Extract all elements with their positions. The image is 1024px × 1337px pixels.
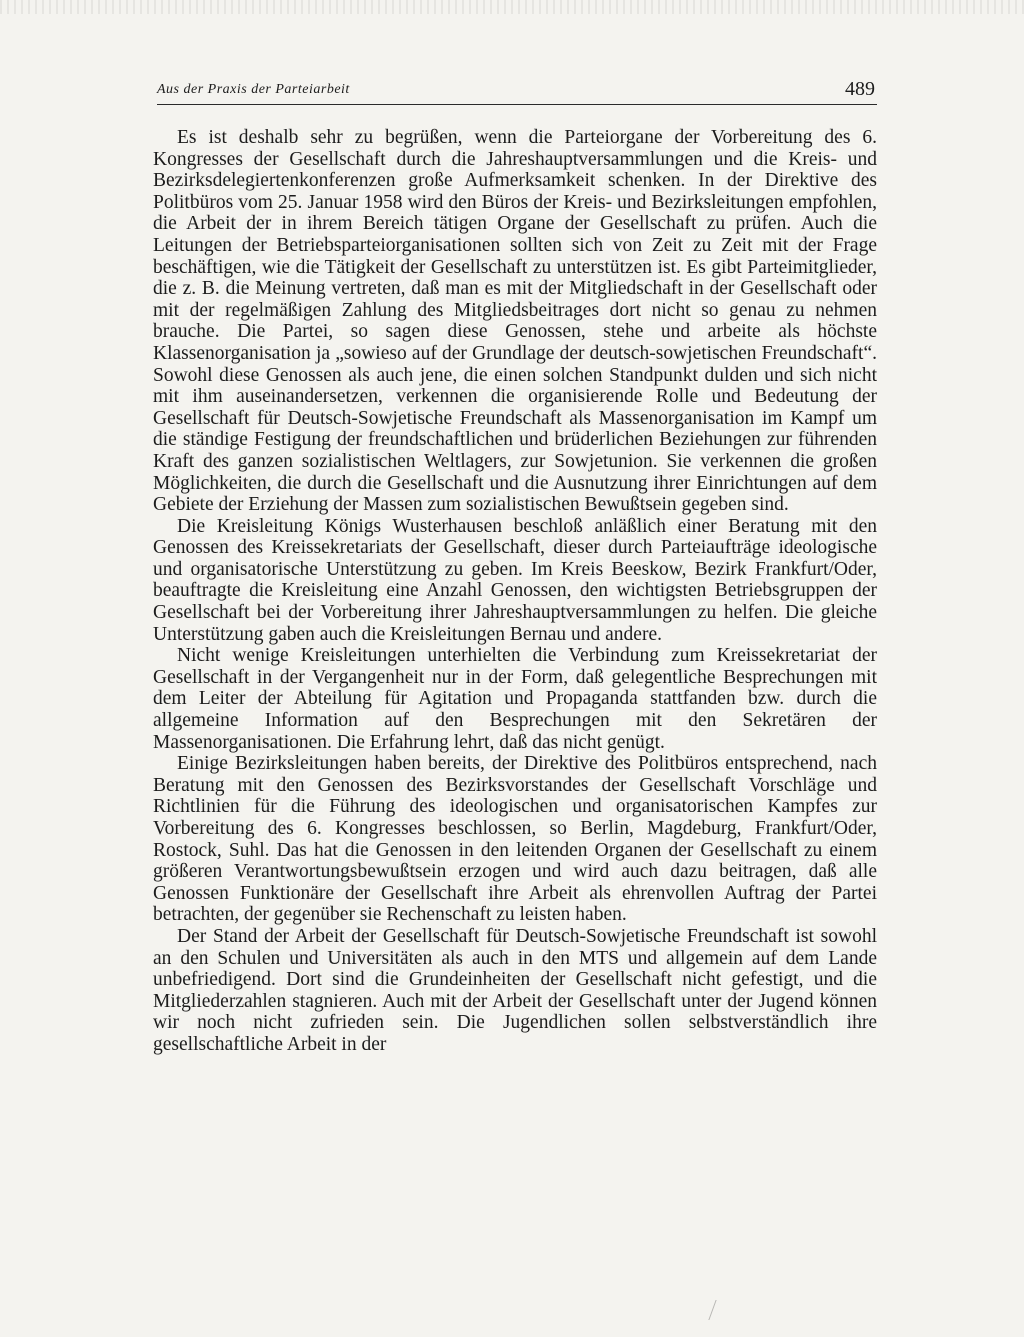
body-text	[153, 127, 877, 1056]
running-title: Aus der Praxis der Parteiarbeit	[157, 82, 350, 97]
paragraph: Nicht wenige Kreisleitungen unterhielten die Verbindung zum Kreissekretariat der Gesellschaft in der Vergangenheit nur in der Form, daß gelegentliche Besprechungen mit dem Leiter der Abteilung für Agitation und Propaganda stattfanden bzw. durch die allgemeine Information auf den Besprechungen mit den Sekretären der Massenorganisationen. Die Erfahrung lehrt, daß das nicht genügt.	[153, 645, 877, 753]
page-number: 489	[845, 78, 875, 100]
paragraph: Die Kreisleitung Königs Wusterhausen beschloß anläßlich einer Beratung mit den Genossen des Kreissekretariats der Gesellschaft, dieser durch Parteiaufträge ideologische und organisatorische Unterstützung zu geben. Im Kreis Beeskow, Bezirk Frankfurt/Oder, beauftragte die Kreisleitung eine Anzahl Genossen, den wichtigsten Betriebsgruppen der Gesellschaft bei der Vorbereitung ihrer Jahreshauptversammlungen zu helfen. Die gleiche Unterstützung gaben auch die Kreisleitungen Bernau und andere.	[153, 515, 877, 645]
paragraph: Einige Bezirksleitungen haben bereits, der Direktive des Politbüros entsprechend, nach Beratung mit den Genossen des Bezirksvorstandes der Gesellschaft Vorschläge und Richtlinien für die Führung des ideologischen und organisatorischen Kampfes zur Vorbereitung des 6. Kongresses beschlossen, so Berlin, Magdeburg, Frankfurt/Oder, Rostock, Suhl. Das hat die Genossen in den leitenden Organen der Gesellschaft zu einem größeren Verantwortungsbewußtsein erzogen und wird auch dazu beitragen, daß alle Genossen Funktionäre der Gesellschaft ihre Arbeit als ehrenvollen Auftrag der Partei betrachten, der gegenüber sie Rechenschaft zu leisten haben.	[153, 753, 877, 926]
paragraph: Der Stand der Arbeit der Gesellschaft für Deutsch-Sowjetische Freundschaft ist sowohl an den Schulen und Universitäten als auch in den MTS und allgemein auf dem Lande unbefriedigend. Dort sind die Grundeinheiten der Gesellschaft nicht gefestigt, und die Mitgliederzahlen stagnieren. Auch mit der Arbeit der Gesellschaft unter der Jugend können wir noch nicht zufrieden sein. Die Jugendlichen sollen selbstverständlich ihre gesellschaftliche Arbeit in der	[153, 925, 877, 1055]
header-rule	[157, 104, 877, 105]
scan-edge-noise	[0, 0, 1024, 14]
running-head	[157, 80, 877, 102]
paragraph: Es ist deshalb sehr zu begrüßen, wenn die Parteiorgane der Vorbereitung des 6. Kongresses der Gesellschaft durch die Jahreshauptversammlungen und die Kreis- und Bezirksdelegiertenkonferenzen große Aufmerksamkeit schenken. In der Direktive des Politbüros vom 25. Januar 1958 wird den Büros der Kreis- und Bezirksleitungen empfohlen, die Arbeit der in ihrem Bereich tätigen Organe der Gesellschaft zu prüfen. Auch die Leitungen der Betriebsparteiorganisationen sollten sich von Zeit zu Zeit mit der Frage beschäftigen, wie die Tätigkeit der Gesellschaft zu unterstützen ist. Es gibt Parteimitglieder, die z. B. die Meinung vertreten, daß man es mit der Mitgliedschaft in der Gesellschaft oder mit der regelmäßigen Zahlung des Mitgliedsbeitrages dort nicht so genau zu nehmen brauche. Die Partei, so sagen diese Genossen, stehe und arbeite als höchste Klassenorganisation ja „sowieso auf der Grundlage der deutsch-sowjetischen Freundschaft“. Sowohl diese Genossen als auch jene, die einen solchen Standpunkt dulden und sich nicht mit ihm auseinandersetzen, verkennen die organisierende Rolle und Bedeutung der Gesellschaft für Deutsch-Sowjetische Freundschaft als Massenorganisation im Kampf um die ständige Festigung der freundschaftlichen und brüderlichen Beziehungen zur führenden Kraft des ganzen sozialistischen Weltlagers, zur Sowjetunion. Sie verkennen die großen Möglichkeiten, die durch die Gesellschaft und die Ausnutzung ihrer Einrichtungen auf dem Gebiete der Erziehung der Massen zum sozialistischen Bewußtsein gegeben sind.	[153, 127, 877, 516]
scan-mark	[708, 1300, 730, 1320]
